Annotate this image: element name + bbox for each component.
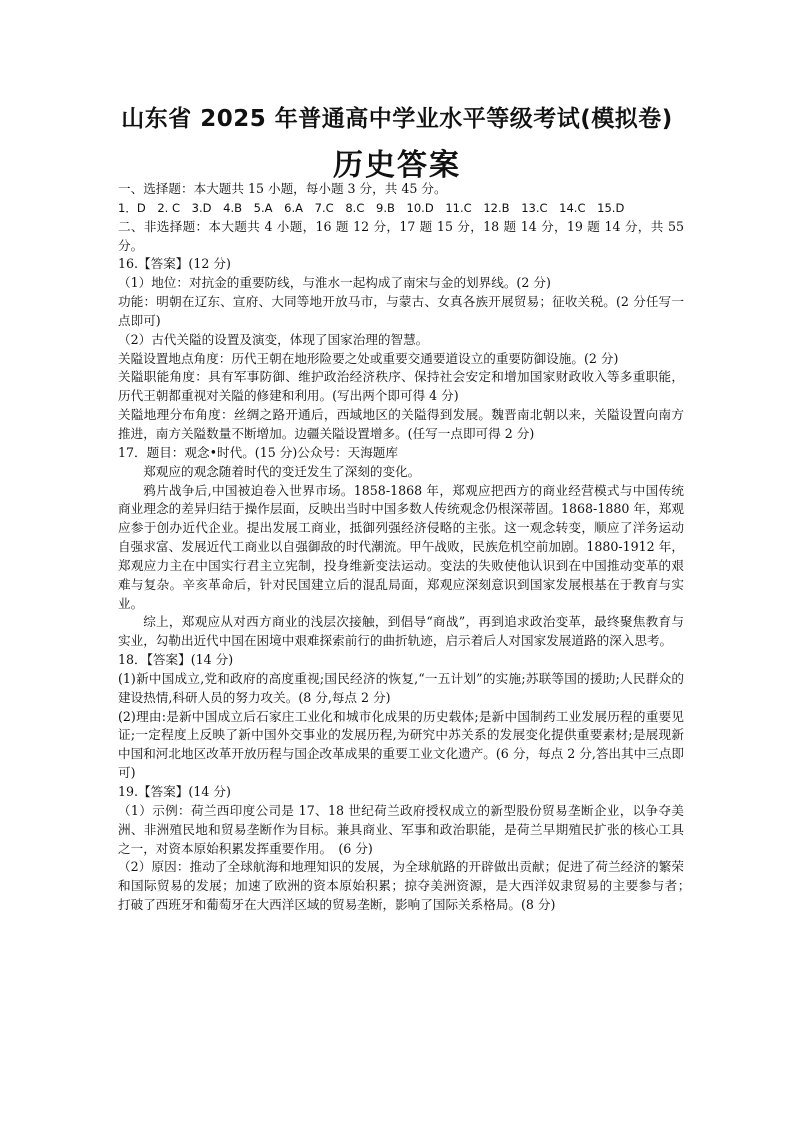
choice-answer: 2. C — [157, 200, 180, 215]
q16-part1-function: 功能：明朝在辽东、宣府、大同等地开放马市，与蒙古、女真各族开展贸易；征收关税。(2 分任写一点即可) — [118, 294, 684, 328]
choice-answer: 7.C — [314, 200, 334, 215]
q16-heading: 16.【答案】(12 分) — [118, 256, 231, 272]
q16-part2-function: 关隘职能角度：具有军事防御、维护政治经济秩序、保持社会安定和增加国家财政收入等多重职能，历代王朝都重视对关隘的修建和利用。(写出两个即可得 4 分) — [118, 369, 684, 404]
answer-body — [118, 180, 697, 915]
choice-answer: 1．D — [118, 200, 146, 215]
q17-body: 鸦片战争后,中国被迫卷入世界市场。1858-1868 年，郑观应把西方的商业经营模式与中国传统商业理念的差异归结于操作层面，反映出当时中国多数人传统观念仍根深蒂固。1868-1880 年，郑观应参于创办近代企业。提出发展工商业，抵御列强经济侵略的主张。这一观念转变，顺应了洋务运动自强求富、发展近代工商业以自强御敌的时代潮流。甲午战败，民族危机空前加剧。1880-1912 年，郑观应力主在中国实行君主立宪制，投身维新变法运动。变法的失败使他认识到在中国推动变革的艰难与复杂。辛亥革命后，针对民国建立后的混乱局面，郑观应深刻意识到国家发展根基在于教育与实业。 — [118, 482, 684, 611]
q18-part2: (2)理由:是新中国成立后石家庄工业化和城市化成果的历史载体;是新中国制药工业发展历程的重要见证;一定程度上反映了新中国外交事业的发展历程,为研究中苏关系的发展变化提供重要素材;是展现新中国和河北地区改革开放历程与国企改革成果的重要工业文化遗产。(6 分，每点 2 分,答出其中三点即可) — [118, 708, 684, 781]
q17-thesis: 郑观应的观念随着时代的变迁发生了深刻的变化。 — [143, 463, 421, 479]
q16-part2: （2）古代关隘的设置及演变，体现了国家治理的智慧。 — [118, 331, 429, 347]
page-title: 历史答案 — [333, 148, 461, 183]
q19-part2: （2）原因：推动了全球航海和地理知识的发展，为全球航路的开辟做出贡献；促进了荷兰经济的繁荣和国际贸易的发展；加速了欧洲的资本原始积累；掠夺美洲资源，是大西洋奴隶贸易的主要参与者； 打破了西班牙和葡萄牙在大西洋区域的贸易垄断，影响了国际关系格局。(8 分) — [118, 859, 697, 913]
choice-answer: 8.C — [345, 200, 365, 215]
choice-answer: 11.C — [445, 200, 472, 215]
choice-answer: 3.D — [191, 200, 212, 215]
q17-heading: 17．题目：观念•时代。(15 分)公众号：天海题库 — [118, 444, 398, 460]
q19-heading: 19.【答案】(14 分) — [118, 784, 231, 799]
choice-answer: 15.D — [597, 200, 625, 215]
q16-part2-location: 关隘设置地点角度：历代王朝在地形险要之处或重要交通要道设立的重要防御设施。(2 分) — [118, 350, 619, 366]
q16-part2-distribution: 关隘地理分布角度：丝绸之路开通后，西域地区的关隘得到发展。魏晋南北朝以来，关隘设置向南方推进，南方关隘数量不断增加。边疆关隘设置增多。(任写一点即可得 2 分) — [118, 407, 684, 441]
choice-answer: 6.A — [284, 200, 304, 215]
choice-answer: 14.C — [559, 200, 586, 215]
choice-answer: 5.A — [253, 200, 273, 215]
choice-answer: 9.B — [376, 200, 395, 215]
q18-part1: (1)新中国成立,党和政府的高度重视;国民经济的恢复,“一五计划”的实施;苏联等国的援助;人民群众的建设热情,科研人员的努力攻关。(8 分,每点 2 分) — [118, 670, 684, 705]
q16-part1: （1）地位：对抗金的重要防线，与淮水一起构成了南宋与金的划界线。(2 分) — [118, 275, 551, 291]
exam-title: 山东省 2025 年普通高中学业水平等级考试(模拟卷) — [121, 106, 673, 132]
choice-answer: 13.C — [521, 200, 548, 215]
q17-conclusion: 综上，郑观应从对西方商业的浅层次接触，到倡导“商战”，再到追求政治变革，最终聚焦教育与实业，勾勒出近代中国在困境中艰难探索前行的曲折轨迹，启示着后人对国家发展道路的深入思考。 — [118, 614, 684, 649]
section-one-heading: 一、选择题：本大题共 15 小题，每小题 3 分，共 45 分。 — [118, 181, 447, 196]
choice-answer-row — [118, 199, 684, 218]
choice-answer: 10.D — [406, 200, 434, 215]
choice-answer: 12.B — [483, 200, 510, 215]
q19-part1: （1）示例：荷兰西印度公司是 17、18 世纪荷兰政府授权成立的新型股份贸易垄断企业，以争夺美洲、非洲殖民地和贸易垄断作为目标。兼具商业、军事和政治职能，是荷兰早期殖民扩张的核心工具之一，对资本原始积累发挥重要作用。 (6 分) — [118, 802, 684, 856]
section-two-heading: 二、非选择题：本大题共 4 小题，16 题 12 分，17 题 15 分，18 题 14 分，19 题 14 分，共 55 分。 — [118, 218, 684, 253]
q18-heading: 18．【答案】(14 分) — [118, 652, 234, 668]
choice-answer: 4.B — [223, 200, 243, 215]
